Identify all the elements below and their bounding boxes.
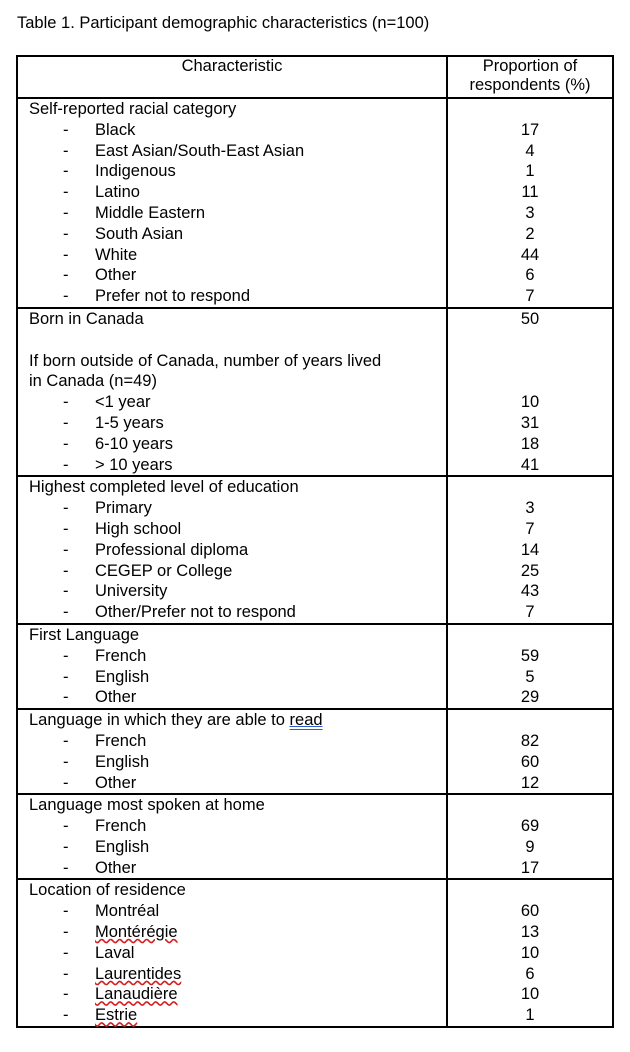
item-label: French xyxy=(95,731,147,750)
residence-labels xyxy=(17,879,447,1027)
dash: - xyxy=(63,245,69,264)
item-label: Estrie xyxy=(95,1006,138,1025)
list-item xyxy=(18,161,446,182)
item-value: 10 xyxy=(520,943,540,962)
item-label: 6-10 years xyxy=(95,434,173,453)
list-item xyxy=(18,858,446,879)
item-label: Professional diploma xyxy=(95,540,249,559)
list-item xyxy=(18,901,446,922)
list-item xyxy=(18,455,446,476)
section-first-language xyxy=(17,624,613,709)
dash: - xyxy=(63,434,69,453)
list-item xyxy=(18,581,446,602)
dash: - xyxy=(63,224,69,243)
item-value: 1 xyxy=(525,1006,535,1025)
race-values xyxy=(447,98,613,308)
item-label: Montréal xyxy=(95,902,160,921)
list-item xyxy=(18,120,446,141)
item-label: Other/Prefer not to respond xyxy=(95,603,296,622)
list-item xyxy=(18,773,446,794)
item-value: 17 xyxy=(520,858,540,877)
list-item xyxy=(18,224,446,245)
demographics-table xyxy=(16,55,614,1028)
section-title: Location of residence xyxy=(29,881,186,900)
section-title: Highest completed level of education xyxy=(29,478,299,497)
list-item xyxy=(18,667,446,688)
item-value: 1 xyxy=(525,162,535,181)
list-item xyxy=(18,182,446,203)
born-labels xyxy=(17,308,447,476)
item-value: 10 xyxy=(520,985,540,1004)
dash: - xyxy=(63,817,69,836)
first-language-labels xyxy=(17,624,447,709)
dash: - xyxy=(63,413,69,432)
section-race xyxy=(17,98,613,308)
item-label: Other xyxy=(95,858,137,877)
education-labels xyxy=(17,476,447,624)
item-label: > 10 years xyxy=(95,455,173,474)
race-labels xyxy=(17,98,447,308)
list-item xyxy=(18,540,446,561)
item-value: 7 xyxy=(525,519,535,538)
section-title xyxy=(18,710,446,731)
read-language-labels xyxy=(17,709,447,794)
list-item xyxy=(18,392,446,413)
list-item xyxy=(18,922,446,943)
sub-title-line1: If born outside of Canada, number of years lived xyxy=(29,351,382,370)
item-value: 29 xyxy=(520,688,540,707)
item-label: French xyxy=(95,817,147,836)
item-value: 3 xyxy=(525,203,535,222)
dash: - xyxy=(63,985,69,1004)
dash: - xyxy=(63,499,69,518)
dash: - xyxy=(63,455,69,474)
section-read-language xyxy=(17,709,613,794)
item-value: 12 xyxy=(520,773,540,792)
dash: - xyxy=(63,943,69,962)
item-value: 60 xyxy=(520,902,540,921)
list-item xyxy=(18,984,446,1005)
item-label: University xyxy=(95,582,168,601)
item-label: Prefer not to respond xyxy=(95,287,251,306)
item-label: English xyxy=(95,667,150,686)
section-residence xyxy=(17,879,613,1027)
item-value: 59 xyxy=(520,646,540,665)
dash: - xyxy=(63,773,69,792)
section-title: Language most spoken at home xyxy=(29,796,265,815)
header-row xyxy=(17,56,613,98)
section-title: First Language xyxy=(29,625,140,644)
born-value: 50 xyxy=(520,309,540,328)
dash: - xyxy=(63,902,69,921)
dash: - xyxy=(63,266,69,285)
dash: - xyxy=(63,393,69,412)
item-value: 44 xyxy=(520,245,540,264)
dash: - xyxy=(63,837,69,856)
dash: - xyxy=(63,162,69,181)
list-item xyxy=(18,752,446,773)
item-label: Other xyxy=(95,266,137,285)
list-item xyxy=(18,245,446,266)
item-value: 14 xyxy=(520,540,540,559)
item-value: 2 xyxy=(525,224,535,243)
list-item xyxy=(18,943,446,964)
born-values xyxy=(447,308,613,476)
item-label: English xyxy=(95,837,150,856)
item-label: <1 year xyxy=(95,393,151,412)
item-value: 5 xyxy=(525,667,535,686)
item-value: 6 xyxy=(525,266,535,285)
proportion-header-line2: respondents (%) xyxy=(469,76,591,94)
dash: - xyxy=(63,203,69,222)
item-value: 11 xyxy=(521,183,539,202)
dash: - xyxy=(63,688,69,707)
list-item xyxy=(18,731,446,752)
list-item xyxy=(18,519,446,540)
item-label: High school xyxy=(95,519,182,538)
list-item xyxy=(18,498,446,519)
item-label: 1-5 years xyxy=(95,413,164,432)
item-label: Laurentides xyxy=(95,964,182,983)
list-item xyxy=(18,434,446,455)
section-title: Born in Canada xyxy=(29,309,144,328)
title-prefix: Language in which they are able to xyxy=(29,711,290,730)
dash: - xyxy=(63,731,69,750)
dash: - xyxy=(63,1006,69,1025)
dash: - xyxy=(63,120,69,139)
item-value: 13 xyxy=(520,923,540,942)
list-item xyxy=(18,203,446,224)
item-label: CEGEP or College xyxy=(95,561,233,580)
list-item xyxy=(18,286,446,307)
list-item xyxy=(18,964,446,985)
item-label: East Asian/South-East Asian xyxy=(95,141,305,160)
section-born xyxy=(17,308,613,476)
item-label: English xyxy=(95,752,150,771)
dash: - xyxy=(63,667,69,686)
dash: - xyxy=(63,603,69,622)
section-home-language xyxy=(17,794,613,879)
dash: - xyxy=(63,858,69,877)
list-item xyxy=(18,265,446,286)
item-label: Other xyxy=(95,773,137,792)
item-value: 17 xyxy=(520,120,540,139)
item-value: 7 xyxy=(525,287,535,306)
section-title: Self-reported racial category xyxy=(29,100,237,118)
item-label: French xyxy=(95,646,147,665)
list-item xyxy=(18,141,446,162)
item-value: 4 xyxy=(525,141,535,160)
item-label: South Asian xyxy=(95,224,184,243)
dash: - xyxy=(63,582,69,601)
list-item xyxy=(18,561,446,582)
item-value: 60 xyxy=(520,752,540,771)
table-caption: Table 1. Participant demographic characteristics (n=100) xyxy=(17,14,430,32)
item-label: Primary xyxy=(95,499,152,518)
item-label: White xyxy=(95,245,138,264)
dash: - xyxy=(63,646,69,665)
item-label: Middle Eastern xyxy=(95,203,206,222)
list-item xyxy=(18,646,446,667)
item-value: 3 xyxy=(525,499,535,518)
list-item xyxy=(18,816,446,837)
list-item xyxy=(18,413,446,434)
item-value: 25 xyxy=(520,561,540,580)
item-value: 82 xyxy=(520,731,540,750)
dash: - xyxy=(63,141,69,160)
item-label: Latino xyxy=(95,183,140,202)
dash: - xyxy=(63,561,69,580)
home-language-labels xyxy=(17,794,447,879)
sub-title-line2: in Canada (n=49) xyxy=(29,372,157,391)
list-item xyxy=(18,602,446,623)
residence-values xyxy=(447,879,613,1027)
item-label: Other xyxy=(95,688,137,707)
list-item xyxy=(18,687,446,708)
item-value: 18 xyxy=(520,434,540,453)
item-label: Lanaudière xyxy=(95,985,178,1004)
dash: - xyxy=(63,540,69,559)
dash: - xyxy=(63,752,69,771)
dash: - xyxy=(63,923,69,942)
list-item xyxy=(18,1005,446,1026)
characteristic-header: Characteristic xyxy=(17,56,447,98)
proportion-header-line1: Proportion of xyxy=(482,57,578,75)
dash: - xyxy=(63,519,69,538)
read-language-values xyxy=(447,709,613,794)
item-value: 41 xyxy=(520,455,540,474)
home-language-values xyxy=(447,794,613,879)
proportion-header xyxy=(447,56,613,98)
item-value: 10 xyxy=(520,393,540,412)
item-value: 43 xyxy=(520,582,540,601)
title-underlined-word: read xyxy=(289,711,323,730)
item-value: 6 xyxy=(525,964,535,983)
first-language-values xyxy=(447,624,613,709)
item-label: Black xyxy=(95,120,136,139)
item-value: 7 xyxy=(525,603,535,622)
item-value: 69 xyxy=(520,817,540,836)
item-label: Indigenous xyxy=(95,162,176,181)
education-values xyxy=(447,476,613,624)
dash: - xyxy=(63,287,69,306)
section-education xyxy=(17,476,613,624)
item-label: Montérégie xyxy=(95,923,178,942)
dash: - xyxy=(63,964,69,983)
item-label: Laval xyxy=(95,943,135,962)
list-item xyxy=(18,837,446,858)
item-value: 31 xyxy=(520,413,540,432)
item-value: 9 xyxy=(525,837,535,856)
dash: - xyxy=(63,183,69,202)
